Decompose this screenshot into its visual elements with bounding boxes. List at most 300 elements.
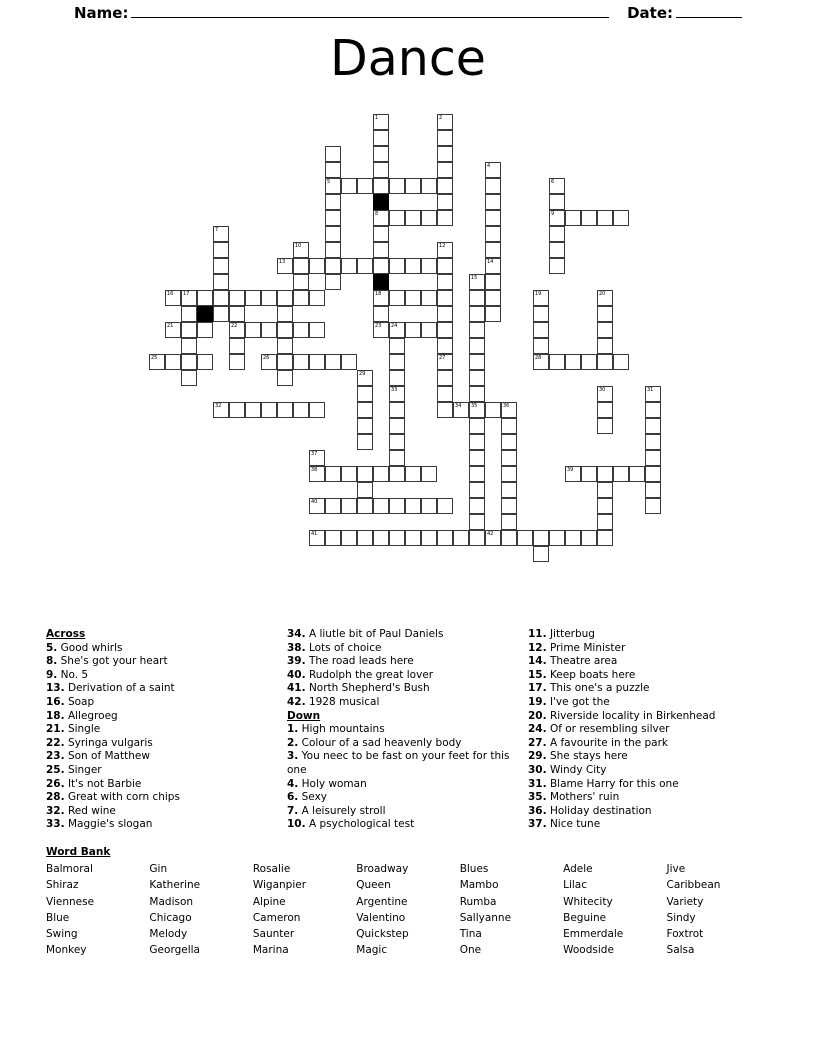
word-bank-word[interactable]: Viennese	[46, 895, 95, 908]
grid-cell[interactable]	[277, 306, 293, 322]
grid-cell[interactable]	[325, 146, 341, 162]
grid-cell[interactable]	[485, 402, 501, 418]
word-bank-word[interactable]: Blues	[459, 863, 489, 876]
grid-cell[interactable]	[549, 226, 565, 242]
grid-cell[interactable]	[405, 498, 421, 514]
grid-cell[interactable]	[149, 354, 165, 370]
grid-cell[interactable]	[485, 162, 501, 178]
grid-cell[interactable]	[469, 434, 485, 450]
grid-cell[interactable]	[181, 338, 197, 354]
grid-cell[interactable]	[373, 226, 389, 242]
word-bank-word[interactable]: Blue	[46, 911, 70, 924]
grid-cell[interactable]	[437, 162, 453, 178]
grid-cell[interactable]	[485, 258, 501, 274]
grid-cell[interactable]	[501, 418, 517, 434]
grid-cell[interactable]	[437, 258, 453, 274]
grid-cell[interactable]	[229, 306, 245, 322]
grid-cell[interactable]	[389, 402, 405, 418]
grid-cell[interactable]	[213, 242, 229, 258]
grid-cell[interactable]	[437, 322, 453, 338]
grid-cell[interactable]	[181, 322, 197, 338]
grid-cell[interactable]	[421, 258, 437, 274]
grid-cell[interactable]	[405, 210, 421, 226]
word-bank-word[interactable]: Sallyanne	[459, 911, 512, 924]
word-bank-word[interactable]: Wiganpier	[252, 879, 307, 892]
grid-cell[interactable]	[213, 274, 229, 290]
grid-cell[interactable]	[533, 290, 549, 306]
grid-cell[interactable]	[389, 210, 405, 226]
grid-cell[interactable]	[181, 354, 197, 370]
grid-cell[interactable]	[501, 482, 517, 498]
grid-cell[interactable]	[277, 258, 293, 274]
grid-cell[interactable]	[501, 402, 517, 418]
grid-cell[interactable]	[373, 258, 389, 274]
grid-cell[interactable]	[213, 258, 229, 274]
grid-cell[interactable]	[341, 530, 357, 546]
word-bank-word[interactable]: Whitecity	[563, 895, 613, 908]
grid-cell[interactable]	[197, 354, 213, 370]
grid-cell[interactable]	[501, 434, 517, 450]
word-bank-word[interactable]: Cameron	[252, 911, 301, 924]
grid-cell[interactable]	[405, 322, 421, 338]
grid-cell[interactable]	[181, 290, 197, 306]
grid-cell[interactable]	[437, 530, 453, 546]
grid-cell[interactable]	[341, 498, 357, 514]
word-bank-word[interactable]: Valentino	[356, 911, 406, 924]
grid-cell[interactable]	[389, 386, 405, 402]
grid-cell[interactable]	[405, 530, 421, 546]
grid-cell[interactable]	[597, 322, 613, 338]
word-bank-word[interactable]: Shiraz	[46, 879, 79, 892]
grid-cell[interactable]	[373, 242, 389, 258]
grid-cell[interactable]	[293, 322, 309, 338]
grid-cell[interactable]	[325, 258, 341, 274]
grid-cell[interactable]	[597, 354, 613, 370]
grid-cell[interactable]	[405, 178, 421, 194]
grid-cell[interactable]	[597, 306, 613, 322]
grid-cell[interactable]	[181, 306, 197, 322]
grid-cell[interactable]	[437, 242, 453, 258]
grid-cell[interactable]	[261, 322, 277, 338]
grid-cell[interactable]	[437, 274, 453, 290]
grid-cell[interactable]	[229, 290, 245, 306]
grid-cell[interactable]	[165, 354, 181, 370]
grid-cell[interactable]	[437, 354, 453, 370]
grid-cell[interactable]	[485, 274, 501, 290]
grid-cell[interactable]	[485, 290, 501, 306]
grid-cell[interactable]	[469, 338, 485, 354]
grid-cell[interactable]	[373, 114, 389, 130]
grid-cell[interactable]	[533, 338, 549, 354]
grid-cell[interactable]	[549, 530, 565, 546]
word-bank-word[interactable]: Tina	[459, 928, 482, 941]
grid-cell[interactable]	[261, 290, 277, 306]
grid-cell[interactable]	[485, 530, 501, 546]
grid-cell[interactable]	[277, 338, 293, 354]
grid-cell[interactable]	[469, 354, 485, 370]
grid-cell[interactable]	[629, 466, 645, 482]
grid-cell[interactable]	[437, 178, 453, 194]
word-bank-word[interactable]: Saunter	[252, 928, 295, 941]
word-bank-word[interactable]: Adele	[563, 863, 593, 876]
grid-cell[interactable]	[581, 354, 597, 370]
grid-cell[interactable]	[501, 498, 517, 514]
grid-cell[interactable]	[293, 258, 309, 274]
word-bank-word[interactable]: Balmoral	[46, 863, 93, 876]
grid-cell[interactable]	[245, 290, 261, 306]
grid-cell[interactable]	[421, 530, 437, 546]
grid-cell[interactable]	[357, 530, 373, 546]
grid-cell[interactable]	[501, 466, 517, 482]
grid-cell[interactable]	[581, 210, 597, 226]
grid-cell[interactable]	[437, 290, 453, 306]
word-bank-word[interactable]: Quickstep	[356, 928, 409, 941]
word-bank-column	[356, 861, 459, 958]
grid-cell[interactable]	[165, 290, 181, 306]
grid-cell[interactable]	[645, 482, 661, 498]
grid-cell[interactable]	[421, 290, 437, 306]
clue-number: 18.	[46, 709, 65, 722]
grid-cell[interactable]	[437, 306, 453, 322]
grid-cell[interactable]	[645, 434, 661, 450]
grid-cell[interactable]	[597, 418, 613, 434]
word-bank-word[interactable]: Variety	[666, 895, 704, 908]
word-bank-word[interactable]: Katherine	[149, 879, 201, 892]
grid-cell[interactable]	[357, 370, 373, 386]
grid-cell[interactable]	[245, 322, 261, 338]
grid-cell[interactable]	[293, 290, 309, 306]
grid-cell[interactable]	[197, 322, 213, 338]
grid-cell[interactable]	[597, 290, 613, 306]
grid-cell[interactable]	[357, 434, 373, 450]
grid-cell[interactable]	[309, 530, 325, 546]
grid-cell[interactable]	[293, 274, 309, 290]
grid-cell[interactable]	[293, 242, 309, 258]
clue-text: Single	[64, 723, 101, 736]
grid-cell[interactable]	[549, 194, 565, 210]
grid-cell[interactable]	[533, 546, 549, 562]
grid-cell[interactable]	[165, 322, 181, 338]
grid-cell[interactable]	[357, 498, 373, 514]
grid-cell[interactable]	[325, 530, 341, 546]
grid-cell[interactable]	[421, 466, 437, 482]
word-bank-word[interactable]: Magic	[356, 944, 388, 957]
grid-cell[interactable]	[613, 466, 629, 482]
grid-cell[interactable]	[325, 466, 341, 482]
grid-cell[interactable]	[597, 514, 613, 530]
word-bank-word[interactable]: Lilac	[563, 879, 588, 892]
grid-cell[interactable]	[469, 450, 485, 466]
word-bank-word[interactable]: Monkey	[46, 944, 87, 957]
grid-cell-number: 24	[391, 323, 398, 329]
grid-cell[interactable]	[485, 178, 501, 194]
grid-cell[interactable]	[213, 226, 229, 242]
clue-text: Theatre area	[546, 655, 618, 668]
grid-cell[interactable]	[485, 226, 501, 242]
grid-cell[interactable]	[453, 402, 469, 418]
grid-cell[interactable]	[437, 130, 453, 146]
grid-cell[interactable]	[469, 482, 485, 498]
grid-cell[interactable]	[597, 530, 613, 546]
grid-cell[interactable]	[565, 210, 581, 226]
grid-cell[interactable]	[341, 354, 357, 370]
grid-cell[interactable]	[469, 418, 485, 434]
grid-cell[interactable]	[533, 306, 549, 322]
word-bank-word[interactable]: Emmerdale	[563, 928, 624, 941]
grid-cell[interactable]	[533, 530, 549, 546]
grid-cell[interactable]	[309, 450, 325, 466]
grid-cell[interactable]	[213, 306, 229, 322]
grid-cell[interactable]	[325, 210, 341, 226]
grid-cell[interactable]	[549, 210, 565, 226]
grid-cell[interactable]	[421, 210, 437, 226]
grid-cell[interactable]	[309, 466, 325, 482]
grid-cell[interactable]	[597, 338, 613, 354]
grid-cell[interactable]	[357, 482, 373, 498]
grid-cell[interactable]	[229, 322, 245, 338]
date-write-line[interactable]	[676, 5, 742, 18]
grid-cell[interactable]	[325, 354, 341, 370]
grid-cell[interactable]	[277, 290, 293, 306]
grid-cell[interactable]	[437, 402, 453, 418]
grid-cell[interactable]	[309, 354, 325, 370]
grid-cell[interactable]	[277, 370, 293, 386]
word-bank-word[interactable]: One	[459, 944, 482, 957]
word-bank-word[interactable]: Foxtrot	[666, 928, 704, 941]
grid-cell[interactable]	[501, 450, 517, 466]
grid-cell[interactable]	[549, 242, 565, 258]
grid-cell[interactable]	[549, 354, 565, 370]
grid-cell[interactable]	[293, 402, 309, 418]
grid-cell[interactable]	[597, 210, 613, 226]
grid-cell[interactable]	[437, 498, 453, 514]
grid-cell[interactable]	[549, 178, 565, 194]
grid-cell[interactable]	[389, 434, 405, 450]
clue-number: 9.	[46, 668, 58, 681]
grid-cell[interactable]	[645, 386, 661, 402]
grid-cell[interactable]	[469, 386, 485, 402]
grid-cell[interactable]	[437, 114, 453, 130]
grid-cell[interactable]	[373, 306, 389, 322]
clue-number: 17.	[528, 682, 547, 695]
grid-cell[interactable]	[197, 290, 213, 306]
grid-cell[interactable]	[357, 178, 373, 194]
grid-cell[interactable]	[421, 178, 437, 194]
grid-cell[interactable]	[469, 530, 485, 546]
grid-cell[interactable]	[389, 258, 405, 274]
grid-cell[interactable]	[389, 498, 405, 514]
grid-cell[interactable]	[309, 290, 325, 306]
grid-cell[interactable]	[373, 530, 389, 546]
grid-cell[interactable]	[645, 498, 661, 514]
grid-cell[interactable]	[341, 258, 357, 274]
grid-cell[interactable]	[373, 146, 389, 162]
grid-cell[interactable]	[581, 530, 597, 546]
grid-cell[interactable]	[309, 402, 325, 418]
word-bank-word[interactable]: Chicago	[149, 911, 192, 924]
grid-cell[interactable]	[485, 194, 501, 210]
clue-text: A psychological test	[305, 818, 415, 831]
grid-cell[interactable]	[357, 386, 373, 402]
grid-cell[interactable]	[229, 402, 245, 418]
grid-cell[interactable]	[389, 450, 405, 466]
grid-cell[interactable]	[469, 514, 485, 530]
grid-cell[interactable]	[469, 306, 485, 322]
grid-cell[interactable]	[469, 402, 485, 418]
grid-cell[interactable]	[597, 482, 613, 498]
grid-cell[interactable]	[389, 530, 405, 546]
grid-cell[interactable]	[373, 162, 389, 178]
clue-item	[287, 723, 516, 737]
name-label: Name:	[74, 4, 129, 22]
grid-cell[interactable]	[373, 290, 389, 306]
grid-cell[interactable]	[277, 322, 293, 338]
word-bank-word[interactable]: Rumba	[459, 895, 497, 908]
word-bank-word[interactable]: Mambo	[459, 879, 499, 892]
grid-cell[interactable]	[565, 530, 581, 546]
grid-cell[interactable]	[213, 402, 229, 418]
word-bank-word[interactable]: Alpine	[252, 895, 286, 908]
word-bank-word[interactable]: Madison	[149, 895, 194, 908]
grid-cell[interactable]	[277, 402, 293, 418]
grid-cell[interactable]	[533, 322, 549, 338]
grid-cell[interactable]	[277, 354, 293, 370]
grid-cell[interactable]	[405, 258, 421, 274]
grid-cell[interactable]	[437, 338, 453, 354]
grid-cell[interactable]	[469, 290, 485, 306]
grid-cell[interactable]	[309, 258, 325, 274]
word-bank-word[interactable]: Argentine	[356, 895, 408, 908]
grid-cell[interactable]	[469, 274, 485, 290]
grid-cell[interactable]	[405, 466, 421, 482]
grid-cell[interactable]	[325, 498, 341, 514]
grid-cell[interactable]	[389, 370, 405, 386]
grid-cell[interactable]	[549, 258, 565, 274]
grid-cell[interactable]	[501, 514, 517, 530]
grid-cell[interactable]	[533, 354, 549, 370]
grid-cell[interactable]	[357, 466, 373, 482]
grid-cell[interactable]	[485, 210, 501, 226]
grid-cell[interactable]	[645, 402, 661, 418]
word-bank-word[interactable]: Caribbean	[666, 879, 721, 892]
grid-cell[interactable]	[389, 290, 405, 306]
word-bank-word[interactable]: Swing	[46, 928, 78, 941]
grid-cell[interactable]	[597, 498, 613, 514]
grid-cell[interactable]	[421, 322, 437, 338]
grid-cell[interactable]	[389, 418, 405, 434]
grid-cell[interactable]	[613, 354, 629, 370]
grid-cell[interactable]	[469, 370, 485, 386]
grid-cell[interactable]	[325, 162, 341, 178]
grid-cell[interactable]	[309, 322, 325, 338]
grid-cell[interactable]	[325, 274, 341, 290]
grid-cell[interactable]	[325, 194, 341, 210]
grid-cell[interactable]	[485, 242, 501, 258]
grid-cell[interactable]	[213, 290, 229, 306]
grid-cell[interactable]	[389, 466, 405, 482]
grid-cell[interactable]	[245, 402, 261, 418]
grid-cell[interactable]	[341, 178, 357, 194]
grid-cell[interactable]	[437, 370, 453, 386]
grid-cell[interactable]	[469, 466, 485, 482]
grid-cell[interactable]	[581, 466, 597, 482]
grid-cell[interactable]	[645, 466, 661, 482]
grid-cell[interactable]	[437, 146, 453, 162]
grid-cell[interactable]	[389, 354, 405, 370]
word-bank-word[interactable]: Georgella	[149, 944, 200, 957]
word-bank-word[interactable]: Melody	[149, 928, 188, 941]
grid-cell[interactable]	[373, 178, 389, 194]
grid-cell[interactable]	[501, 530, 517, 546]
word-bank-word[interactable]: Jive	[666, 863, 686, 876]
grid-cell[interactable]	[325, 178, 341, 194]
grid-cell[interactable]	[565, 354, 581, 370]
grid-cell[interactable]	[597, 402, 613, 418]
word-bank-word[interactable]: Salsa	[666, 944, 695, 957]
word-bank-word[interactable]: Sindy	[666, 911, 696, 924]
grid-cell-number: 34	[455, 403, 462, 409]
grid-cell[interactable]	[469, 498, 485, 514]
word-bank-word[interactable]: Broadway	[356, 863, 409, 876]
grid-cell[interactable]	[389, 338, 405, 354]
grid-cell[interactable]	[309, 498, 325, 514]
name-write-line[interactable]	[131, 5, 609, 18]
grid-cell[interactable]	[341, 466, 357, 482]
grid-cell[interactable]	[597, 466, 613, 482]
grid-cell[interactable]	[485, 306, 501, 322]
grid-cell[interactable]	[357, 418, 373, 434]
grid-cell[interactable]	[261, 402, 277, 418]
grid-cell[interactable]	[357, 258, 373, 274]
grid-cell[interactable]	[613, 210, 629, 226]
grid-cell[interactable]	[357, 402, 373, 418]
grid-cell[interactable]	[645, 418, 661, 434]
grid-cell[interactable]	[421, 498, 437, 514]
grid-cell[interactable]	[373, 466, 389, 482]
grid-cell[interactable]	[293, 354, 309, 370]
word-bank-word[interactable]: Beguine	[563, 911, 607, 924]
grid-cell[interactable]	[437, 210, 453, 226]
grid-cell[interactable]	[229, 338, 245, 354]
grid-cell[interactable]	[325, 242, 341, 258]
grid-cell[interactable]	[373, 130, 389, 146]
word-bank-word[interactable]: Woodside	[563, 944, 614, 957]
grid-cell[interactable]	[405, 290, 421, 306]
grid-cell[interactable]	[325, 226, 341, 242]
grid-cell[interactable]	[469, 322, 485, 338]
grid-cell[interactable]	[437, 194, 453, 210]
grid-cell[interactable]	[645, 450, 661, 466]
word-bank-word[interactable]: Marina	[252, 944, 289, 957]
word-bank-word[interactable]: Queen	[356, 879, 391, 892]
grid-cell[interactable]	[565, 466, 581, 482]
grid-cell[interactable]	[437, 386, 453, 402]
grid-cell[interactable]	[229, 354, 245, 370]
grid-cell[interactable]	[517, 530, 533, 546]
grid-cell[interactable]	[373, 210, 389, 226]
grid-cell[interactable]	[597, 386, 613, 402]
grid-cell[interactable]	[373, 322, 389, 338]
grid-cell[interactable]	[453, 530, 469, 546]
grid-cell[interactable]	[261, 354, 277, 370]
word-bank-word[interactable]: Rosalie	[252, 863, 291, 876]
grid-cell[interactable]	[373, 498, 389, 514]
grid-cell[interactable]	[389, 322, 405, 338]
grid-cell[interactable]	[389, 178, 405, 194]
grid-cell[interactable]	[181, 370, 197, 386]
word-bank-word[interactable]: Gin	[149, 863, 168, 876]
clue-text: Soap	[64, 695, 95, 708]
